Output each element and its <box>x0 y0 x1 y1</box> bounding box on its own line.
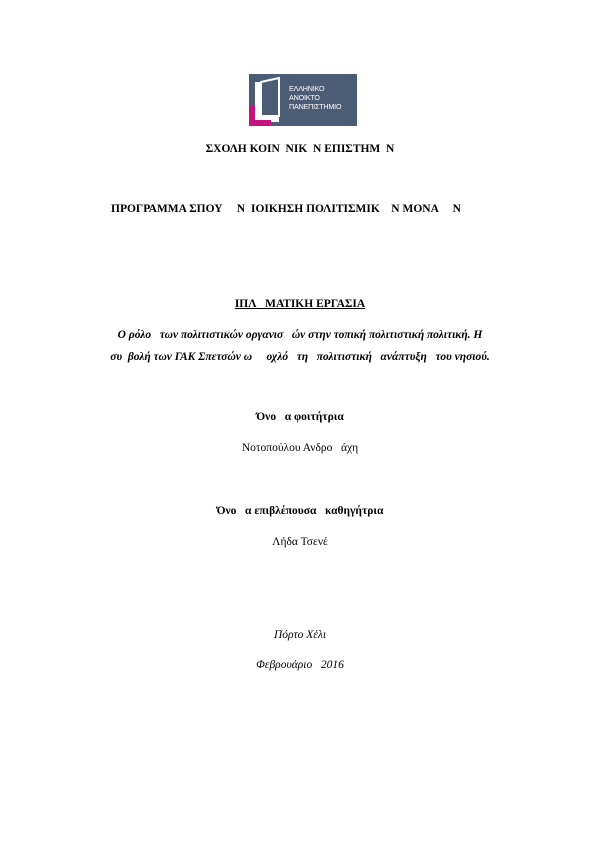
logo-text-line: ΠΑΝΕΠΙΣΤΗΜΙΟ <box>289 102 342 111</box>
logo-text-line: ΕΛΛΗΝΙΚΟ <box>289 84 325 93</box>
logo-text-line: ΑΝΟΙΚΤΟ <box>289 93 320 102</box>
university-logo <box>249 74 357 126</box>
program-name: ΠΡΟΓΡΑΜΜΑ ΣΠΟΥ Ν ΙΟΙΚΗΣΗ ΠΟΛΙΤΙΣΜΙΚ Ν ΜΟΝΑ Ν <box>111 203 461 215</box>
student-name: Νοτοπούλου Ανδρο άχη <box>241 442 359 454</box>
date: Φεβρουάριο 2016 <box>256 659 344 671</box>
thesis-title-line-2: συ βολή των ΓΑΚ Σπετσών ω οχλό τη πολιτιστική ανάπτυξη του νησιού. <box>110 351 490 363</box>
open-book-logo-icon <box>249 74 289 126</box>
thesis-title-line-1: Ο ρόλο των πολιτιστικών οργανισ ών στην τοπική πολιτιστική πολιτική. Η <box>117 329 483 341</box>
supervisor-label: Όνο α επιβλέπουσα καθηγήτρια <box>216 505 384 517</box>
place: Πόρτο Χέλι <box>273 629 327 641</box>
school-name: ΣΧΟΛΗ ΚΟΙΝ ΝΙΚ Ν ΕΠΙΣΤΗΜ Ν <box>205 143 395 155</box>
student-label: Όνο α φοιτήτρια <box>256 411 344 423</box>
logo-text <box>289 84 355 111</box>
thesis-type: ΙΠΛ ΜΑΤΙΚΗ ΕΡΓΑΣΙΑ <box>234 298 366 310</box>
supervisor-name: Λήδα Τσενέ <box>272 536 328 548</box>
